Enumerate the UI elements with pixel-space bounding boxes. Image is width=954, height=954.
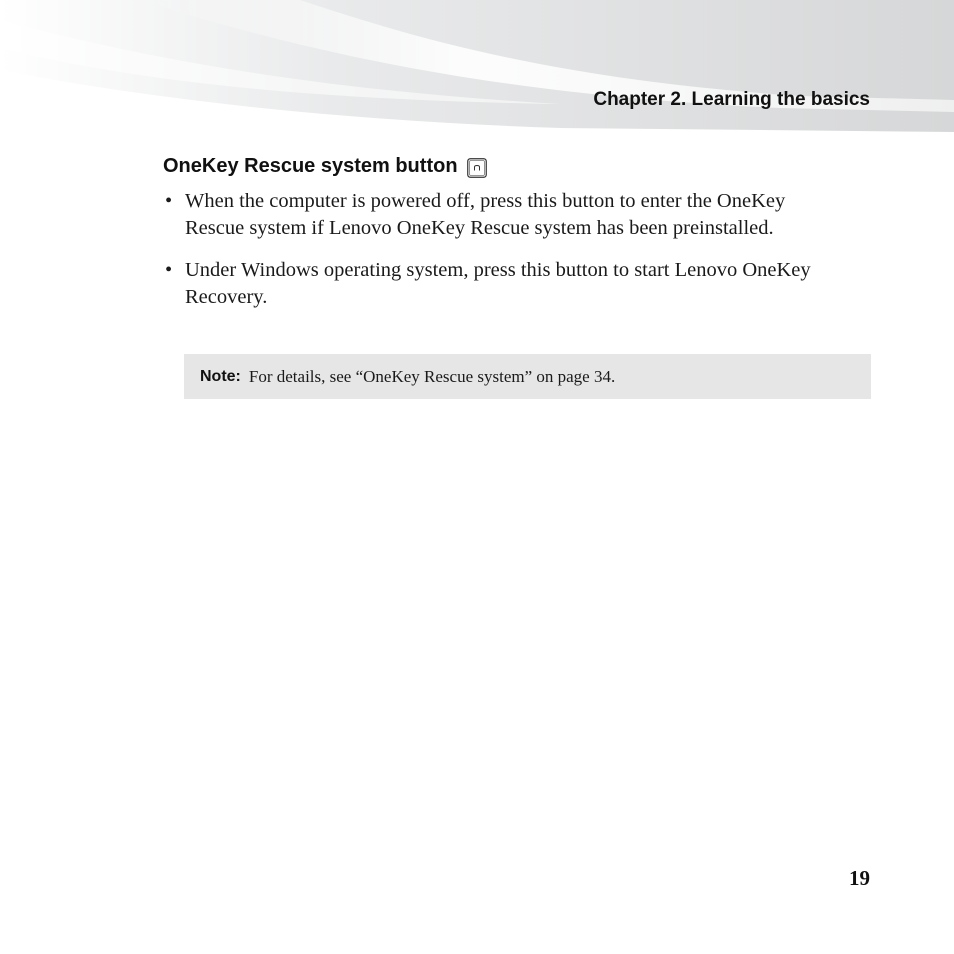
bullet-list bbox=[163, 188, 843, 326]
list-item bbox=[163, 257, 843, 311]
note-box bbox=[184, 354, 871, 399]
section-heading bbox=[163, 155, 487, 178]
bullet-glyph: • bbox=[165, 259, 173, 281]
bullet-text: Under Windows operating system, press this button to start Lenovo OneKey Recovery. bbox=[185, 259, 811, 308]
bullet-text: When the computer is powered off, press this button to enter the OneKey Rescue system if Lenovo OneKey Rescue system has been preinstalled. bbox=[185, 190, 786, 239]
page-number: 19 bbox=[849, 866, 870, 890]
bullet-glyph: • bbox=[165, 190, 173, 212]
onekey-rescue-key-icon bbox=[467, 158, 487, 178]
header-decorative-band bbox=[0, 0, 954, 140]
section-heading-text: OneKey Rescue system button bbox=[163, 155, 458, 177]
chapter-title: Chapter 2. Learning the basics bbox=[593, 89, 870, 110]
list-item bbox=[163, 188, 843, 242]
note-text: For details, see “OneKey Rescue system” on page 34. bbox=[248, 366, 616, 386]
note-label: Note: bbox=[200, 367, 241, 385]
